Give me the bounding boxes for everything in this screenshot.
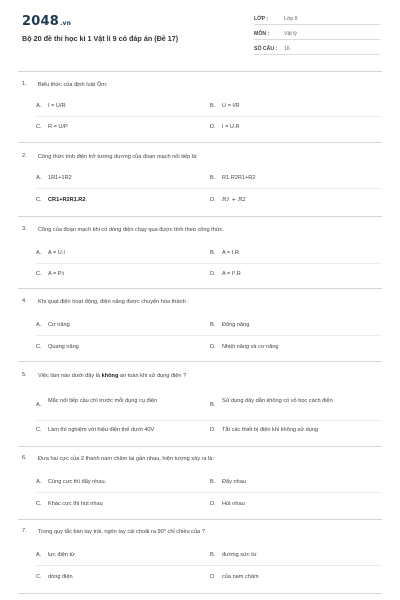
logo-main: 2048 (22, 14, 59, 29)
option-letter: A. (36, 479, 42, 485)
option-letter: B. (210, 175, 216, 181)
option-text: của nam châm (222, 574, 259, 580)
option-text: Nhiệt năng và cơ năng (222, 344, 279, 350)
question-divider (18, 361, 382, 362)
option-text: 1R1+1R2 (48, 175, 72, 181)
option-text: I = U.R (222, 124, 240, 130)
option-letter: D. (210, 501, 216, 507)
option-letter: C. (36, 124, 42, 130)
option-letter: D. (210, 197, 216, 203)
meta-key: SỐ CÂU : (254, 46, 278, 52)
question-stem: Công của đoạn mạch khi có dòng điện chạy qua được tính theo công thức. (38, 227, 224, 233)
option-text: R = U/P (48, 124, 68, 130)
question-divider (18, 142, 382, 143)
option-text: A = I.R (222, 250, 239, 256)
option-letter: C. (36, 197, 42, 203)
logo-suffix: .vn (59, 20, 72, 27)
option-letter: D. (210, 124, 216, 130)
option-letter: C. (36, 271, 42, 277)
question-number: 3. (22, 226, 27, 232)
question-divider (18, 446, 382, 447)
question-divider (18, 593, 382, 594)
option-text: Động năng (222, 322, 250, 328)
stem-emphasis: không (101, 373, 119, 379)
option-text: I = U/R (48, 103, 66, 109)
option-text: Làm thí nghiệm với hiệu điện thế dưới 40V (48, 427, 155, 433)
question-stem: Trong quy tắc bàn tay trái, ngón tay cái choãi ra 90° chỉ chiều của ? (38, 529, 205, 535)
question-stem: Công thức tính điện trở tương đương của đoạn mạch nối tiếp là: (38, 154, 198, 160)
option-letter: D. (210, 271, 216, 277)
option-letter: A. (36, 175, 42, 181)
option-letter: B. (210, 402, 216, 408)
document-title: Bộ 20 đề thi học kì 1 Vật lí 9 có đáp án (Đề 17) (22, 34, 179, 43)
site-logo[interactable] (22, 14, 71, 29)
question-number: 4. (22, 298, 27, 304)
question-divider (18, 288, 382, 289)
option-letter: D. (210, 574, 216, 580)
question-divider (18, 519, 382, 520)
meta-value: Vật lý (284, 31, 297, 37)
option-text: Sử dụng dây dẫn không có vỏ bọc cách điện (222, 398, 333, 404)
option-letter: B. (210, 250, 216, 256)
stem-text: Việc làm nào dưới đây là (38, 373, 102, 379)
question-stem: Biểu thức của định luật Ôm: (38, 82, 108, 88)
option-letter: A. (36, 552, 42, 558)
option-text: Mắc nối tiếp cầu chì trước mỗi dụng cụ điện (48, 398, 158, 404)
header-divider (18, 71, 382, 72)
option-letter: A. (36, 250, 42, 256)
document-header (0, 0, 400, 70)
question-divider (18, 216, 382, 217)
option-letter: A. (36, 322, 42, 328)
meta-key: LỚP : (254, 16, 269, 22)
option-text: R1 + R2 (222, 197, 246, 203)
question-number: 6. (22, 455, 27, 461)
question-stem: Khi quạt điện hoạt động, điện năng được chuyển hóa thành : (38, 299, 189, 305)
option-text: Cùng cực thì đẩy nhau. (48, 479, 107, 485)
option-text: Cơ năng (48, 322, 70, 328)
option-letter: C. (36, 574, 42, 580)
question-stem (38, 372, 378, 380)
option-text: Tắt các thiết bị điện khi không sử dụng (222, 427, 319, 433)
option-text: Quang năng (48, 344, 79, 350)
option-letter: D. (210, 344, 216, 350)
option-text: lực điện từ (48, 552, 75, 558)
question-number: 5. (22, 372, 27, 378)
option-text: A = I².R (222, 271, 241, 277)
option-text: U = I/R (222, 103, 240, 109)
option-text: A = U.I (48, 250, 65, 256)
option-letter: B. (210, 322, 216, 328)
option-text: đường sức từ (222, 552, 257, 558)
option-letter: A. (36, 402, 42, 408)
option-text: Hút nhau (222, 501, 245, 507)
option-text: A = P.t (48, 271, 64, 277)
option-letter: A. (36, 103, 42, 109)
question-number: 7. (22, 528, 27, 534)
meta-value: 16 (284, 46, 290, 52)
question-number: 2. (22, 153, 27, 159)
option-letter: C. (36, 344, 42, 350)
option-letter: C. (36, 501, 42, 507)
option-text: Đẩy nhau (222, 479, 246, 485)
meta-key: MÔN : (254, 31, 270, 37)
stem-text: an toàn khi sử dụng điện ? (118, 373, 187, 379)
option-letter: C. (36, 427, 42, 433)
option-text: R1.R2R1+R2 (222, 175, 256, 181)
option-letter: B. (210, 552, 216, 558)
meta-value: Lớp 9 (284, 16, 298, 22)
question-number: 1. (22, 81, 27, 87)
question-stem: Đưa hai cực của 2 thanh nam châm lại gần nhau, hiện tượng xảy ra là: (38, 456, 214, 462)
option-letter: B. (210, 479, 216, 485)
option-text: CR1+R2R1.R2 (48, 197, 86, 203)
option-letter: B. (210, 103, 216, 109)
option-text: dòng điện (48, 574, 73, 580)
option-text: Khác cực thì hút nhau (48, 501, 103, 507)
option-letter: D. (210, 427, 216, 433)
